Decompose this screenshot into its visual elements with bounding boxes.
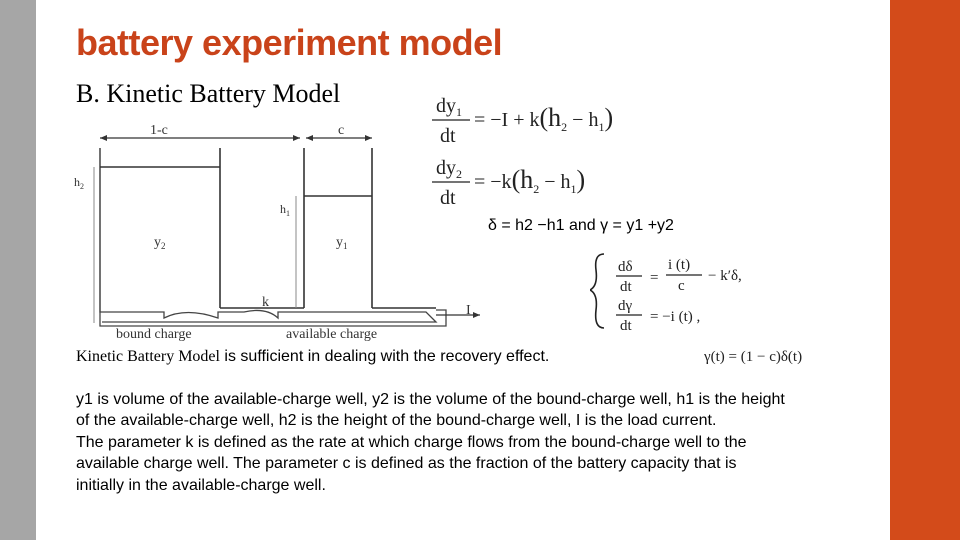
- label-y1: $y_1$: [336, 235, 348, 251]
- slide-subtitle: B. Kinetic Battery Model: [76, 79, 341, 108]
- svg-text:= −i (t) ,: = −i (t) ,: [650, 309, 701, 325]
- label-c: c: [338, 123, 345, 138]
- label-y2: $y_2$: [154, 235, 166, 251]
- differential-equations: [426, 90, 646, 212]
- svg-text:c: c: [678, 278, 685, 294]
- paragraph-line: The parameter k is defined as the rate at which charge flows from the bound-charge well to the: [76, 433, 747, 451]
- note-model-name: Kinetic Battery Model: [76, 348, 220, 365]
- svg-text:= −I + k(h2 − h1): = $-I + k(h_2 - h_1)$: [474, 103, 614, 134]
- note-text: is sufficient in dealing with the recovery effect.: [219, 348, 550, 365]
- svg-text:dy1: $dy_1$: [436, 95, 462, 119]
- label-h1: $h_1$: [280, 202, 290, 218]
- paragraph-line: available charge well. The parameter c is defined as the fraction of the battery capacity that is: [76, 455, 737, 473]
- svg-text:dy2: $dy_2$: [436, 157, 462, 181]
- label-i: I: [466, 303, 471, 318]
- paragraph-line: initially in the available-charge well.: [76, 476, 326, 494]
- svg-text:dt: dt: [620, 279, 632, 295]
- right-accent-bar: [890, 0, 960, 540]
- svg-text:= −k(h2 − h1): = $-k(h_2 - h_1)$: [474, 165, 586, 196]
- svg-text:dt: dt: [440, 125, 456, 147]
- variable-definitions-paragraph: [76, 389, 886, 496]
- left-accent-bar: [0, 0, 36, 540]
- svg-text:dt: dt: [620, 318, 632, 334]
- label-bound-charge: bound charge: [116, 327, 192, 342]
- paragraph-line: y1 is volume of the available-charge well, y2 is the volume of the bound-charge well, h1 is the height: [76, 391, 785, 408]
- transformed-system: [590, 248, 790, 336]
- label-available-charge: available charge: [286, 327, 378, 342]
- equation-dy2: [432, 157, 585, 209]
- kinetic-battery-diagram: [66, 118, 486, 343]
- label-k: k: [262, 295, 269, 310]
- svg-text:− k′δ,: − k′δ,: [708, 268, 742, 284]
- paragraph-line: of the available-charge well, h2 is the height of the bound-charge well, I is the load current.: [76, 412, 717, 430]
- equation-dy1: [432, 95, 613, 147]
- gamma-formula: [704, 344, 854, 368]
- svg-text:dt: dt: [440, 187, 456, 209]
- delta-gamma-definition: δ = h2 −h1 and γ = y1 +y2: [488, 217, 674, 234]
- svg-text:dδ: dδ: [618, 259, 633, 275]
- recovery-note: [76, 348, 549, 366]
- svg-text:i (t): i (t): [668, 257, 691, 273]
- label-h2: $h_2$: [74, 175, 84, 191]
- slide-title: battery experiment model: [76, 22, 503, 63]
- svg-text:=: =: [650, 270, 659, 286]
- svg-text:γ(t) = (1 − c)δ(t): γ(t) = (1 − c)δ(t): [704, 349, 803, 365]
- svg-text:dγ: dγ: [618, 298, 633, 314]
- label-one-minus-c: 1-c: [150, 123, 168, 138]
